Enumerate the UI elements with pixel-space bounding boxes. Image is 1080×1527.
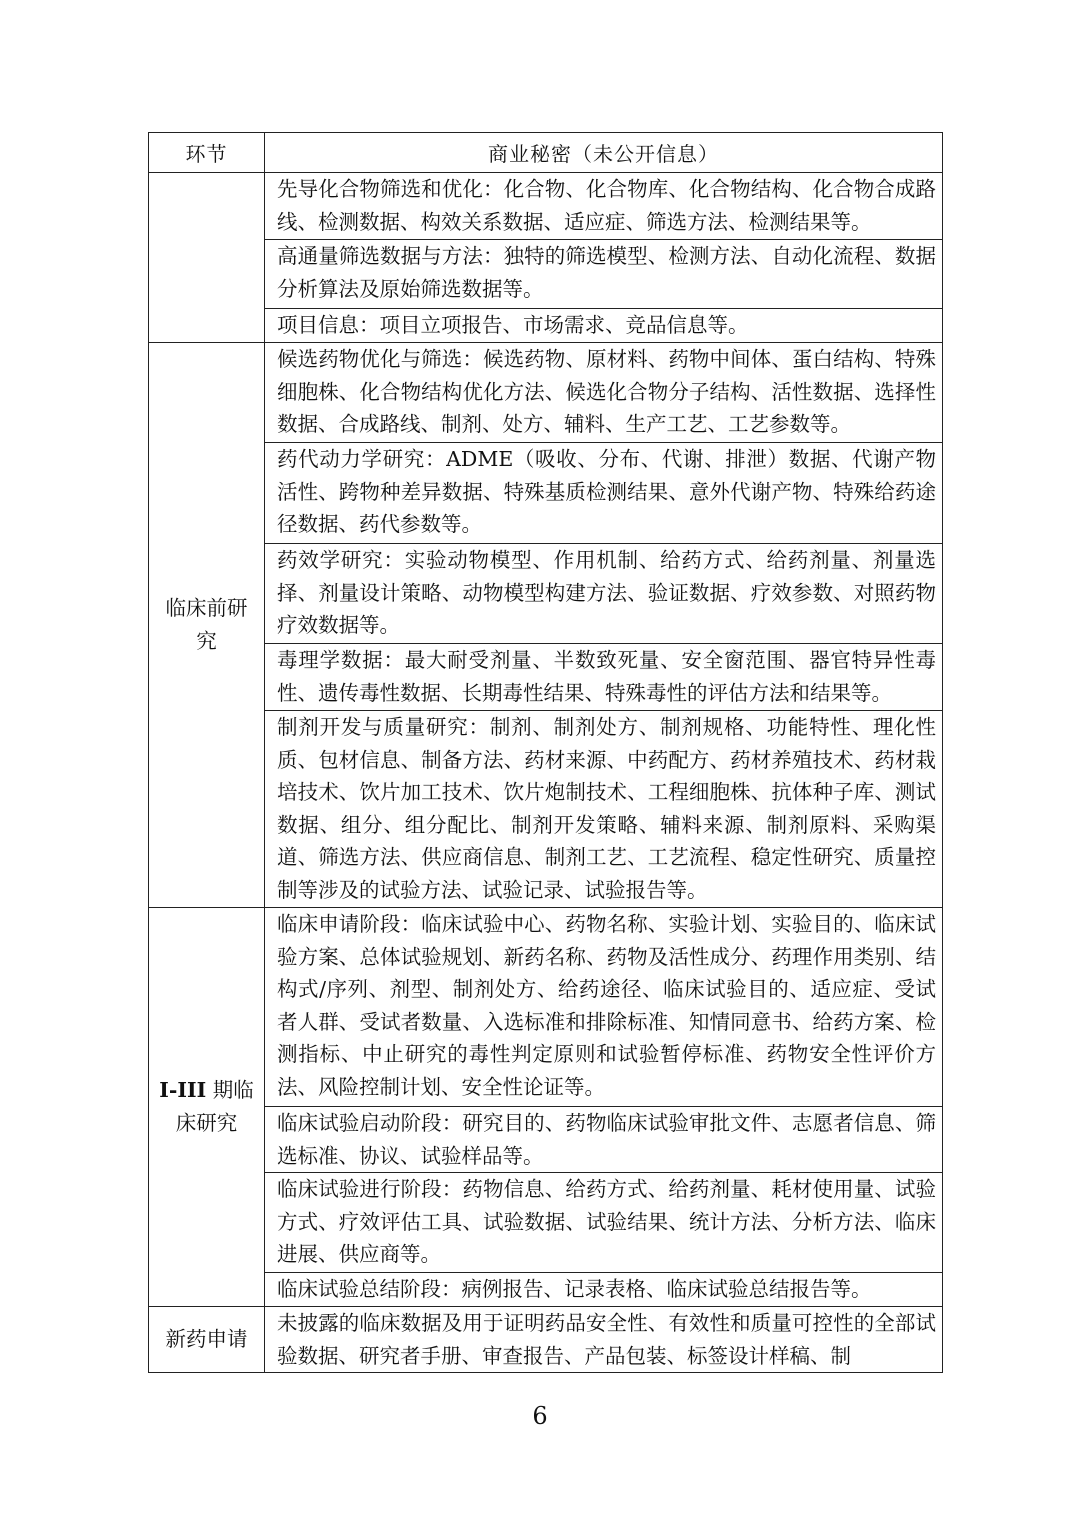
table-row: [149, 1107, 943, 1173]
header-stage: 环节: [149, 133, 265, 173]
secret-cell: 药效学研究：实验动物模型、作用机制、给药方式、给药剂量、剂量选择、剂量设计策略、动物模型构建方法、验证数据、疗效参数、对照药物疗效数据等。: [265, 544, 943, 644]
trade-secret-table: [148, 132, 943, 1373]
table-row: [149, 711, 943, 908]
table-header-row: [149, 133, 943, 173]
secret-cell: 临床试验进行阶段：药物信息、给药方式、给药剂量、耗材使用量、试验方式、疗效评估工具、试验数据、试验结果、统计方法、分析方法、临床进展、供应商等。: [265, 1173, 943, 1273]
header-secret: 商业秘密（未公开信息）: [265, 133, 943, 173]
stage-roman-prefix: I-III: [159, 1078, 207, 1103]
secret-cell: 药代动力学研究：ADME（吸收、分布、代谢、排泄）数据、代谢产物活性、跨物种差异数据、特殊基质检测结果、意外代谢产物、特殊给药途径数据、药代参数等。: [265, 443, 943, 544]
table-row: [149, 309, 943, 343]
secret-cell: 项目信息：项目立项报告、市场需求、竞品信息等。: [265, 309, 943, 343]
table-row: [149, 443, 943, 544]
secret-cell: 先导化合物筛选和优化：化合物、化合物库、化合物结构、化合物合成路线、检测数据、构效关系数据、适应症、筛选方法、检测结果等。: [265, 173, 943, 240]
table-row: [149, 908, 943, 1107]
secret-cell: 临床试验总结阶段：病例报告、记录表格、临床试验总结报告等。: [265, 1273, 943, 1307]
table-row: [149, 1307, 943, 1373]
table-row: [149, 343, 943, 443]
secret-cell: 制剂开发与质量研究：制剂、制剂处方、制剂规格、功能特性、理化性质、包材信息、制备方法、药材来源、中药配方、药材养殖技术、药材栽培技术、饮片加工技术、饮片炮制技术、工程细胞株、抗体种子库、测试数据、组分、组分配比、制剂开发策略、辅料来源、制剂原料、采购渠道、筛选方法、供应商信息、制剂工艺、工艺流程、稳定性研究、质量控制等涉及的试验方法、试验记录、试验报告等。: [265, 711, 943, 908]
table-row: [149, 644, 943, 711]
secret-cell: 临床申请阶段：临床试验中心、药物名称、实验计划、实验目的、临床试验方案、总体试验规划、新药名称、药物及活性成分、药理作用类别、结构式/序列、剂型、制剂处方、给药途径、临床试验目的、适应症、受试者人群、受试者数量、入选标准和排除标准、知情同意书、给药方案、检测指标、中止研究的毒性判定原则和试验暂停标准、药物安全性评价方法、风险控制计划、安全性论证等。: [265, 908, 943, 1107]
table-row: [149, 240, 943, 309]
stage-cell-clinical: [149, 908, 265, 1307]
secret-cell: 高通量筛选数据与方法：独特的筛选模型、检测方法、自动化流程、数据分析算法及原始筛选数据等。: [265, 240, 943, 309]
table-row: [149, 544, 943, 644]
table-row: [149, 173, 943, 240]
stage-cell-continued: [149, 173, 265, 343]
stage-label: 期临床研究: [175, 1078, 254, 1136]
table-row: [149, 1273, 943, 1307]
secret-cell: 临床试验启动阶段：研究目的、药物临床试验审批文件、志愿者信息、筛选标准、协议、试验样品等。: [265, 1107, 943, 1173]
secret-cell: 毒理学数据：最大耐受剂量、半数致死量、安全窗范围、器官特异性毒性、遗传毒性数据、长期毒性结果、特殊毒性的评估方法和结果等。: [265, 644, 943, 711]
stage-cell-preclinical: 临床前研究: [149, 343, 265, 908]
stage-cell-nda: 新药申请: [149, 1307, 265, 1373]
secret-cell: 候选药物优化与筛选：候选药物、原材料、药物中间体、蛋白结构、特殊细胞株、化合物结构优化方法、候选化合物分子结构、活性数据、选择性数据、合成路线、制剂、处方、辅料、生产工艺、工艺参数等。: [265, 343, 943, 443]
page-number: 6: [532, 1402, 548, 1430]
table-row: [149, 1173, 943, 1273]
secret-cell: 未披露的临床数据及用于证明药品安全性、有效性和质量可控性的全部试验数据、研究者手册、审查报告、产品包装、标签设计样稿、制: [265, 1307, 943, 1373]
